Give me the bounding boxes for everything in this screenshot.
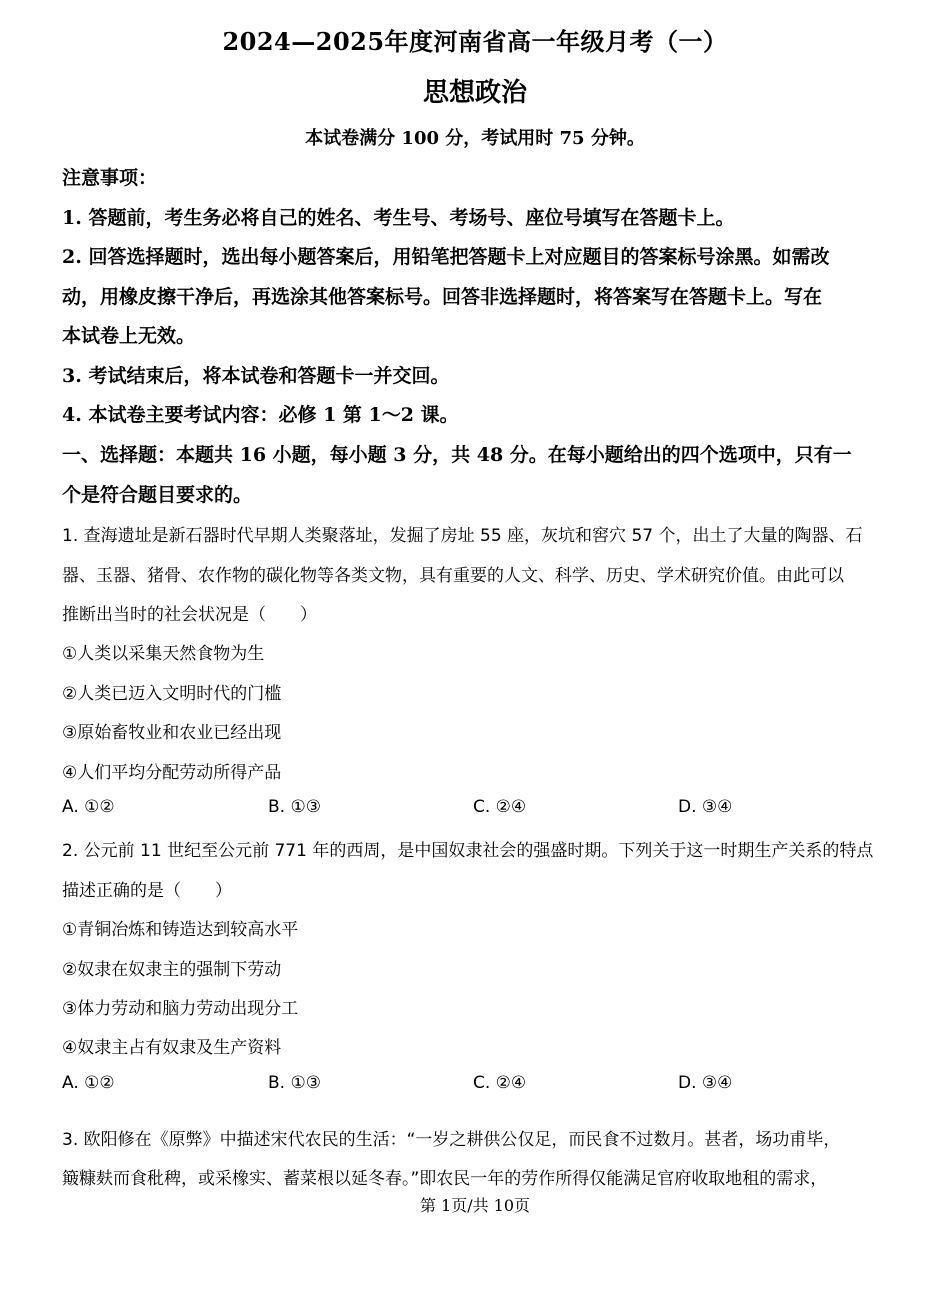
section-heading: 个是符合题目要求的。	[62, 484, 253, 506]
question-stem: 推断出当时的社会状况是（ ）	[62, 605, 317, 625]
question-item: ④人们平均分配劳动所得产品	[62, 763, 282, 783]
question-stem: 2. 公元前 11 世纪至公元前 771 年的西周，是中国奴隶社会的强盛时期。下列关于这一时期生产关系的特点	[62, 841, 874, 861]
subject-title: 思想政治	[422, 78, 527, 108]
option-a: A. ①②	[62, 797, 115, 817]
exam-title: 2024—2025年度河南省高一年级月考（一）	[222, 27, 728, 56]
exam-meta: 本试卷满分 100 分，考试用时 75 分钟。	[305, 128, 645, 149]
question-stem: 3. 欧阳修在《原弊》中描述宋代农民的生活：“一岁之耕供公仅足，而民食不过数月。甚者，场功甫毕，	[62, 1130, 841, 1150]
notice-line: 2. 回答选择题时，选出每小题答案后，用铅笔把答题卡上对应题目的答案标号涂黑。如需改	[62, 246, 830, 268]
notice-heading: 注意事项：	[62, 167, 158, 189]
option-c: C. ②④	[473, 1073, 527, 1093]
option-d: D. ③④	[678, 1073, 733, 1093]
question-stem: 1. 查海遗址是新石器时代早期人类聚落址，发掘了房址 55 座，灰坑和窖穴 57 个，出土了大量的陶器、石	[62, 526, 863, 546]
question-stem: 描述正确的是（ ）	[62, 881, 232, 901]
question-item: ③原始畜牧业和农业已经出现	[62, 723, 282, 743]
question-stem: 器、玉器、猪骨、农作物的碳化物等各类文物，具有重要的人文、科学、历史、学术研究价值。由此可以	[62, 566, 844, 586]
notice-line: 动，用橡皮擦干净后，再选涂其他答案标号。回答非选择题时，将答案写在答题卡上。写在	[62, 286, 823, 308]
option-b: B. ①③	[268, 797, 321, 817]
notice-line: 本试卷上无效。	[62, 325, 196, 347]
question-item: ②人类已迈入文明时代的门槛	[62, 684, 282, 704]
option-b: B. ①③	[268, 1073, 321, 1093]
question-stem: 簸糠麸而食秕稗，或采橡实、蓄菜根以延冬春。”即农民一年的劳作所得仅能满足官府收取地租的需求，	[62, 1169, 828, 1189]
question-item: ①青铜冶炼和铸造达到较高水平	[62, 920, 299, 940]
page-number: 第 1页/共 10页	[419, 1196, 531, 1215]
question-item: ②奴隶在奴隶主的强制下劳动	[62, 960, 282, 980]
option-a: A. ①②	[62, 1073, 115, 1093]
option-c: C. ②④	[473, 797, 527, 817]
section-heading: 一、选择题：本题共 16 小题，每小题 3 分，共 48 分。在每小题给出的四个选项中，只有一	[62, 444, 852, 466]
option-d: D. ③④	[678, 797, 733, 817]
question-item: ④奴隶主占有奴隶及生产资料	[62, 1038, 282, 1058]
question-item: ③体力劳动和脑力劳动出现分工	[62, 999, 299, 1019]
notice-line: 4. 本试卷主要考试内容：必修 1 第 1～2 课。	[62, 404, 459, 426]
question-item: ①人类以采集天然食物为生	[62, 644, 265, 664]
notice-line: 3. 考试结束后，将本试卷和答题卡一并交回。	[62, 365, 450, 387]
notice-line: 1. 答题前，考生务必将自己的姓名、考生号、考场号、座位号填写在答题卡上。	[62, 207, 735, 229]
